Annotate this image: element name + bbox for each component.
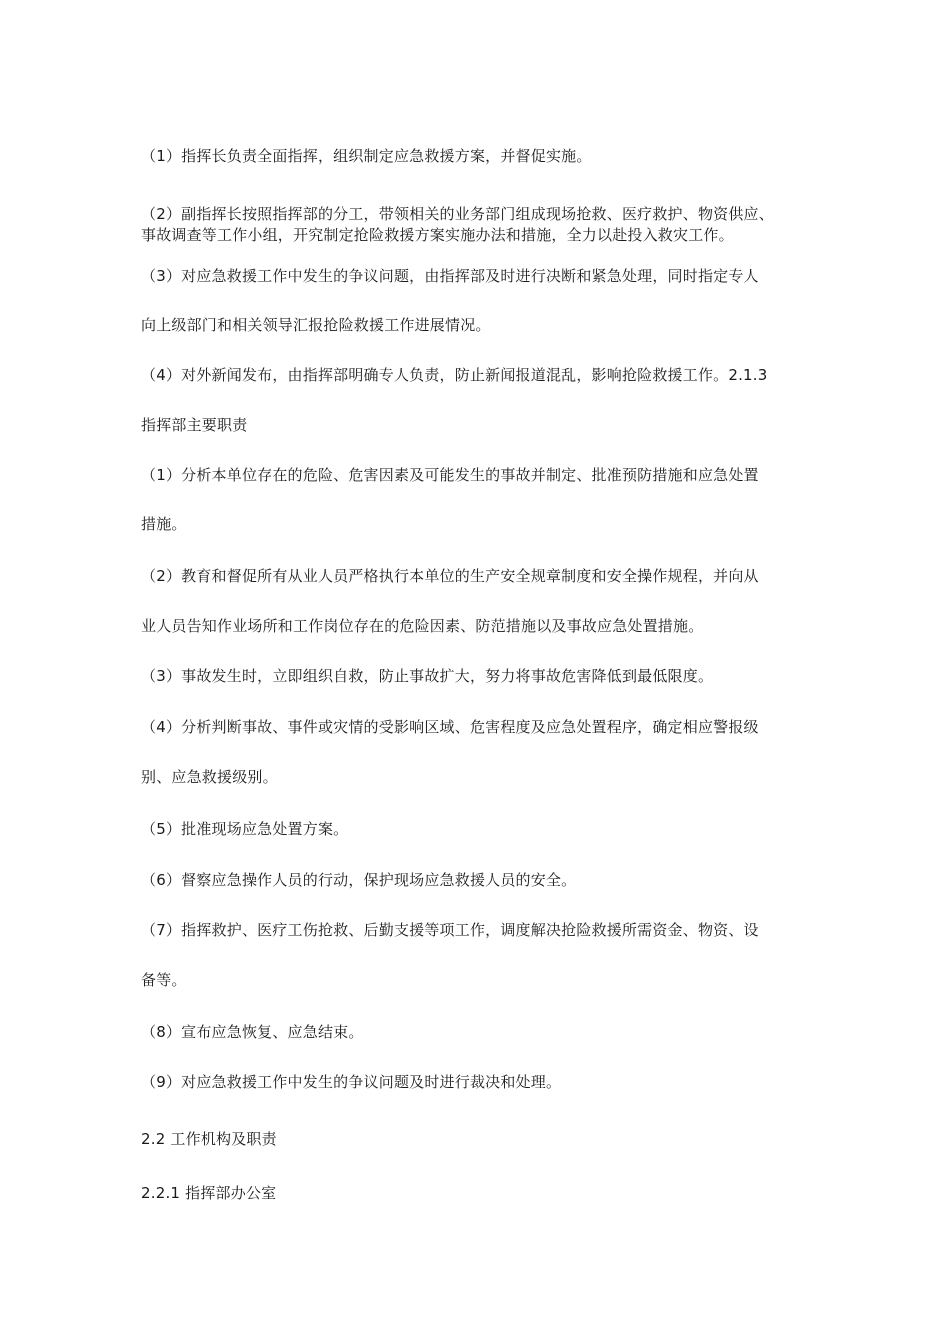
- paragraph-line: （3）事故发生时，立即组织自救，防止事故扩大，努力将事故危害降低到最低限度。: [141, 667, 714, 685]
- paragraph-line: 别、应急救援级别。: [141, 768, 278, 786]
- paragraph-line: （8）宣布应急恢复、应急结束。: [141, 1023, 364, 1041]
- section-heading: 指挥部主要职责: [141, 416, 248, 434]
- paragraph-line: 备等。: [141, 971, 187, 989]
- paragraph-line: （7）指挥救护、医疗工伤抢救、后勤支援等项工作，调度解决抢险救援所需资金、物资、设: [141, 921, 759, 939]
- section-heading: 2.2 工作机构及职责: [141, 1130, 277, 1148]
- paragraph-line: （2）副指挥长按照指挥部的分工，带领相关的业务部门组成现场抢救、医疗救护、物资供应、: [141, 205, 774, 223]
- paragraph-line: 事故调查等工作小组，开究制定抢险救援方案实施办法和措施，全力以赴投入救灾工作。: [141, 226, 734, 244]
- subsection-heading: 2.2.1 指挥部办公室: [141, 1184, 277, 1202]
- paragraph-line: （4）对外新闻发布，由指挥部明确专人负责，防止新闻报道混乱，影响抢险救援工作。2.1.3: [141, 366, 768, 384]
- paragraph-line: （1）指挥长负责全面指挥，组织制定应急救援方案，并督促实施。: [141, 147, 592, 165]
- paragraph-line: （4）分析判断事故、事件或灾情的受影响区域、危害程度及应急处置程序，确定相应警报级: [141, 718, 759, 736]
- paragraph-line: 措施。: [141, 515, 187, 533]
- paragraph-line: （3）对应急救援工作中发生的争议问题，由指挥部及时进行决断和紧急处理，同时指定专人: [141, 267, 759, 285]
- paragraph-line: （5）批准现场应急处置方案。: [141, 820, 349, 838]
- paragraph-line: （1）分析本单位存在的危险、危害因素及可能发生的事故并制定、批准预防措施和应急处置: [141, 466, 759, 484]
- paragraph-line: （2）教育和督促所有从业人员严格执行本单位的生产安全规章制度和安全操作规程，并向从: [141, 567, 759, 585]
- paragraph-line: （9）对应急救援工作中发生的争议问题及时进行裁决和处理。: [141, 1073, 562, 1091]
- paragraph-line: 业人员告知作业场所和工作岗位存在的危险因素、防范措施以及事故应急处置措施。: [141, 617, 704, 635]
- paragraph-line: 向上级部门和相关领导汇报抢险救援工作进展情况。: [141, 316, 491, 334]
- paragraph-line: （6）督察应急操作人员的行动，保护现场应急救援人员的安全。: [141, 871, 577, 889]
